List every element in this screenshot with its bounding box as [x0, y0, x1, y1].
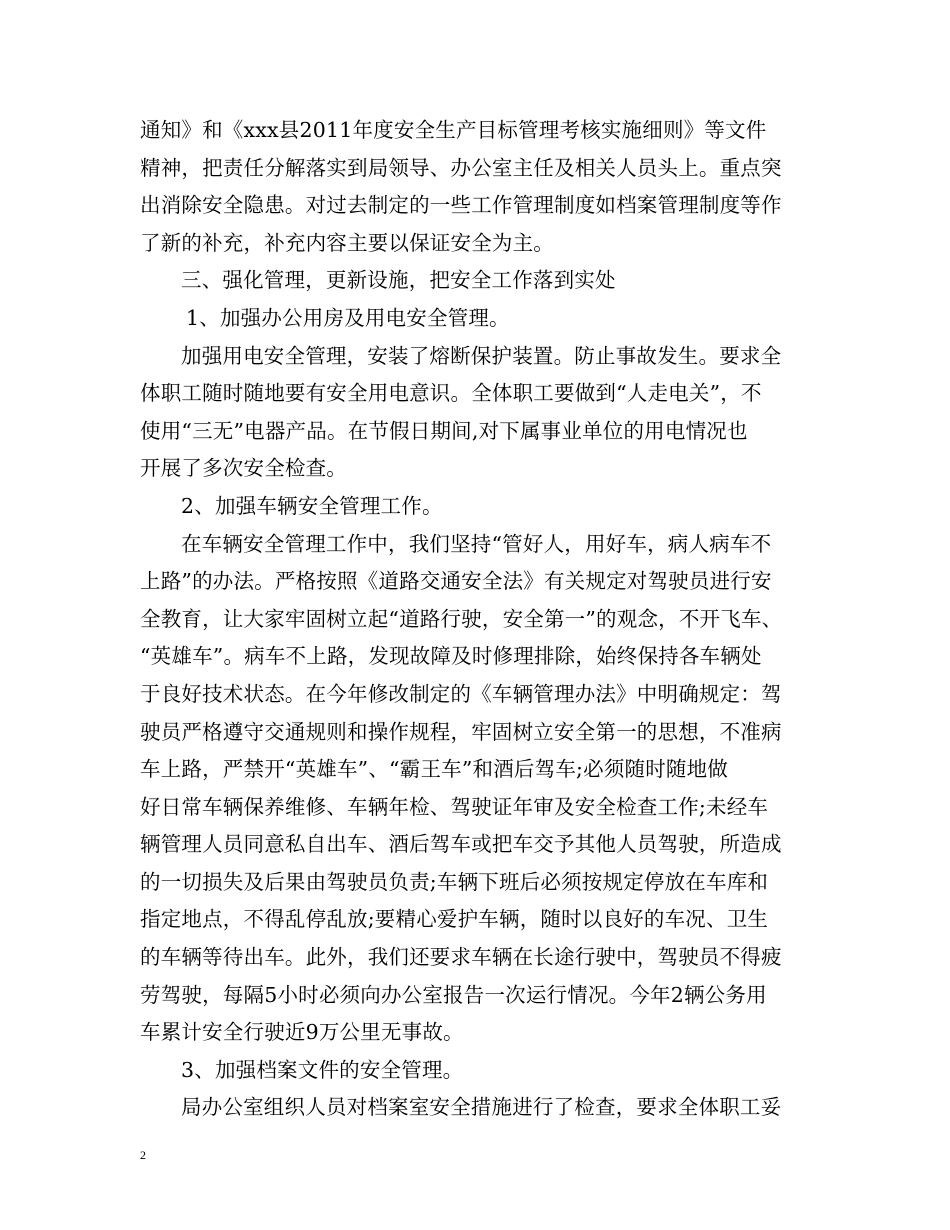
text-line: 使用“三无”电器产品。在节假日期间,对下属事业单位的用电情况也	[140, 418, 748, 443]
text-line: 体职工随时随地要有安全用电意识。全体职工要做到“人走电关”，不	[140, 381, 762, 406]
text-line: 好日常车辆保养维修、车辆年检、驾驶证年审及安全检查工作;未经车	[140, 794, 769, 819]
subsection-heading: 2、加强车辆安全管理工作。	[181, 493, 443, 518]
text-line: 的一切损失及后果由驾驶员负责;车辆下班后必须按规定停放在车库和	[140, 869, 769, 894]
text-line: 辆管理人员同意私自出车、酒后驾车或把车交予其他人员驾驶，所造成	[140, 832, 782, 857]
text-line: 通知》和《xxx县2011年度安全生产目标管理考核实施细则》等文件	[140, 118, 767, 142]
text-line: 车上路，严禁开“英雄车”、“霸王车”和酒后驾车;必须随时随地做	[140, 757, 729, 782]
subsection-heading: 1、加强办公用房及用电安全管理。	[186, 305, 510, 330]
text-line: 出消除安全隐患。对过去制定的一些工作管理制度如档案管理制度等作	[140, 193, 782, 218]
text-line: 驶员严格遵守交通规则和操作规程，牢固树立安全第一的思想，不准病	[140, 719, 782, 744]
text-line: 车累计安全行驶近9万公里无事故。	[140, 1020, 464, 1045]
section-heading: 三、强化管理，更新设施，把安全工作落到实处	[181, 268, 616, 293]
text-line: 全教育，让大家牢固树立起“道路行驶，安全第一”的观念，不开飞车、	[140, 606, 783, 631]
page-number: 2	[140, 1148, 146, 1162]
text-line: 于良好技术状态。在今年修改制定的《车辆管理办法》中明确规定：驾	[140, 681, 782, 706]
text-line: 开展了多次安全检查。	[140, 456, 347, 481]
document-body	[140, 112, 815, 1127]
text-line: 了新的补充，补充内容主要以保证安全为主。	[140, 230, 554, 255]
text-line: 指定地点，不得乱停乱放;要精心爱护车辆，随时以良好的车况、卫生	[140, 907, 769, 932]
subsection-heading: 3、加强档案文件的安全管理。	[181, 1057, 464, 1082]
text-line: 在车辆安全管理工作中，我们坚持“管好人，用好车，病人病车不	[181, 531, 772, 556]
text-line: 劳驾驶，每隔5小时必须向办公室报告一次运行情况。今年2辆公务用	[140, 982, 767, 1007]
text-line: 局办公室组织人员对档案室安全措施进行了检查，要求全体职工妥	[181, 1095, 782, 1120]
text-line: 精神，把责任分解落实到局领导、办公室主任及相关人员头上。重点突	[140, 155, 782, 180]
text-line: 上路”的办法。严格按照《道路交通安全法》有关规定对驾驶员进行安	[140, 569, 772, 594]
text-line: “英雄车”。病车不上路，发现故障及时修理排除，始终保持各车辆处	[140, 644, 762, 669]
text-line: 加强用电安全管理，安装了熔断保护装置。防止事故发生。要求全	[181, 343, 782, 368]
text-line: 的车辆等待出车。此外，我们还要求车辆在长途行驶中，驾驶员不得疲	[140, 945, 782, 970]
